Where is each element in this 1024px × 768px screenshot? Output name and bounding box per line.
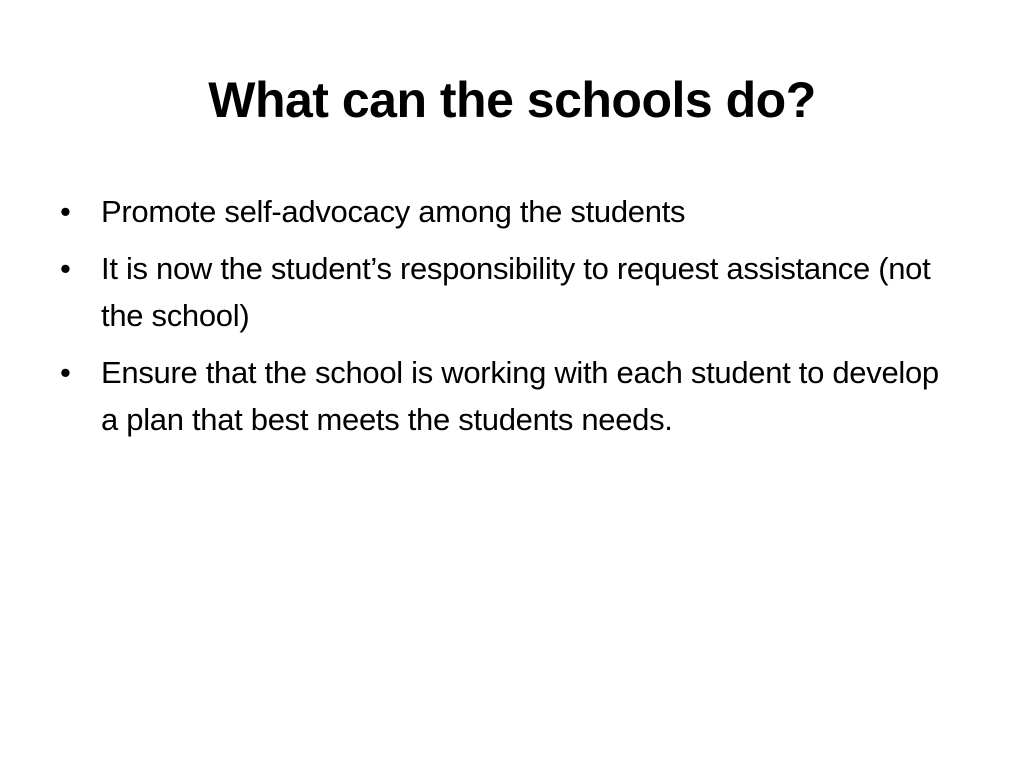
bullet-item — [60, 188, 960, 235]
bullet-text: Promote self-advocacy among the students — [101, 194, 686, 229]
bullet-list — [60, 188, 960, 453]
slide-title: What can the schools do? — [208, 72, 816, 128]
bullet-text: Ensure that the school is working with each student to develop a plan that best meets the students needs. — [101, 355, 939, 437]
bullet-marker: • — [60, 251, 71, 286]
bullet-marker: • — [60, 355, 71, 390]
bullet-marker: • — [60, 194, 71, 229]
bullet-item — [60, 245, 960, 339]
bullet-text: It is now the student’s responsibility to request assistance (not the school) — [101, 251, 931, 333]
bullet-item — [60, 349, 960, 443]
